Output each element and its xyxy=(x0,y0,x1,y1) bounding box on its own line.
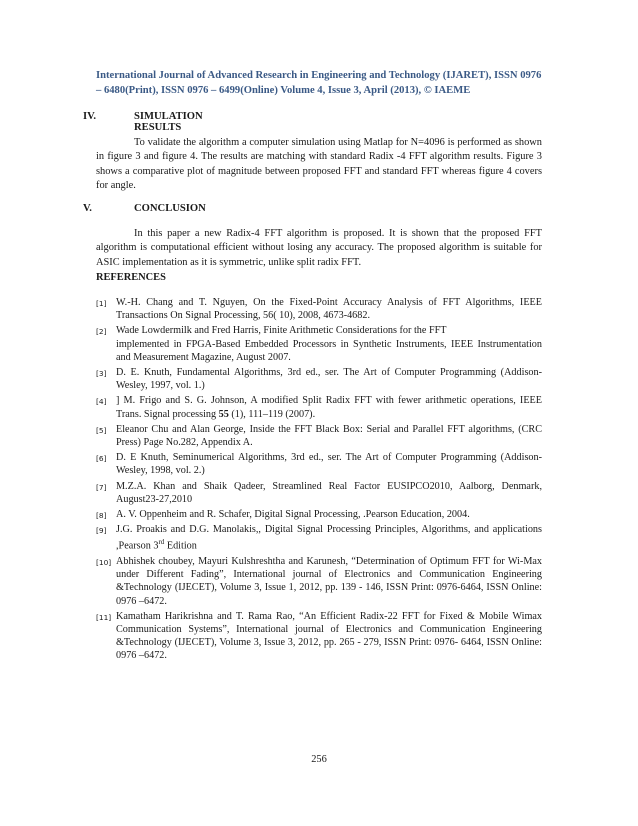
reference-number: [3] xyxy=(96,369,107,379)
reference-text: J.G. Proakis and D.G. Manolakis,, Digital Signal Processing Principles, Algorithms, and applications ,Pearson 3 xyxy=(116,524,542,552)
reference-item xyxy=(96,480,542,506)
reference-text: Kamatham Harikrishna and T. Rama Rao, “An Efficient Radix-22 FFT for Fixed & Mobile Wimax Communication Systems”, International journal of Electronics and Communication Engineering &Technology (IJECET), Volume 3, Issue 3, 2012, pp. 265 - 279, ISSN Print: 0976- 6464, ISSN Online: 0976 –6472. xyxy=(116,610,542,662)
reference-list xyxy=(96,296,542,663)
simulation-paragraph xyxy=(96,136,542,193)
references-heading: REFERENCES xyxy=(96,272,166,283)
reference-text: W.-H. Chang and T. Nguyen, On the Fixed-Point Accuracy Analysis of FFT Algorithms, IEEE Transactions On Signal Processing, 56( 10), 2008, 4673-4682. xyxy=(116,297,542,322)
reference-item xyxy=(96,451,542,477)
simulation-text: To validate the algorithm a computer simulation using Matlap for N=4096 is performed as shown in figure 3 and figure 4. The results are matching with standard Radix -4 FFT algorithm results. Figure 3 shows a comparative plot of magnitude between proposed FFT and standard FFT whereas figure 4 covers for angle. xyxy=(96,137,542,191)
reference-text: implemented in FPGA-Based Embedded Processors in Synthetic Instruments, IEEE Instrumentation and Measurement Magazine, August 2007. xyxy=(116,338,542,363)
page-number: 256 xyxy=(311,754,327,765)
reference-text: ] M. Frigo and S. G. Johnson, A modified Split Radix FFT with fewer arithmetic operations, IEEE Trans. Signal processing xyxy=(116,395,542,420)
reference-number: [7] xyxy=(96,482,107,492)
reference-number: [9] xyxy=(96,526,107,536)
reference-number: [8] xyxy=(96,511,107,521)
reference-number: [1] xyxy=(96,299,107,308)
reference-text: Eleanor Chu and Alan George, Inside the FFT Black Box: Serial and Parallel FFT algorithms, (CRC Press) Page No.282, Appendix A. xyxy=(116,423,542,449)
reference-item xyxy=(96,366,542,392)
section-number: IV. xyxy=(83,111,97,122)
reference-number: [6] xyxy=(96,454,107,464)
reference-text: Abhishek choubey, Mayuri Kulshreshtha and Karunesh, “Determination of Optimum FFT for Wi-Max under Different Fading”, International journal of Electronics and Communication Engineering &Technology (IJECET), Volume 3, Issue 1, 2012, pp. 139 - 146, ISSN Print: 0976-6464, ISSN Online: 0976 –6472. xyxy=(116,556,542,607)
reference-item xyxy=(96,394,542,420)
reference-text: Edition xyxy=(164,540,197,552)
reference-number: [5] xyxy=(96,425,107,435)
reference-item xyxy=(96,324,542,364)
reference-text: M.Z.A. Khan and Shaik Qadeer, Streamlined Real Factor EUSIPCO2010, Aalborg, Denmark, August23-27,2010 xyxy=(116,480,542,505)
reference-item xyxy=(96,423,542,449)
reference-item xyxy=(96,555,542,608)
journal-header: International Journal of Advanced Research in Engineering and Technology (IJARET), ISSN 0976 – 6480(Print), ISSN 0976 – 6499(Online) Volume 4, Issue 3, April (2013), © IAEME xyxy=(96,70,542,96)
reference-item xyxy=(96,296,542,322)
reference-number: [11] xyxy=(96,612,112,622)
conclusion-paragraph xyxy=(96,227,542,270)
section-title: CONCLUSION xyxy=(134,203,206,214)
superscript: rd xyxy=(158,538,165,547)
reference-number: [2] xyxy=(96,327,107,337)
section-number: V. xyxy=(83,203,92,214)
reference-volume: 55 xyxy=(218,408,229,420)
reference-item xyxy=(96,523,542,553)
reference-number: [4] xyxy=(96,397,107,407)
section-title: SIMULATION RESULTS xyxy=(134,111,203,133)
reference-item xyxy=(96,508,542,521)
reference-text: Wade Lowdermilk and Fred Harris, Finite Arithmetic Considerations for the FFT xyxy=(116,325,447,337)
reference-number: [10] xyxy=(96,558,112,568)
reference-item xyxy=(96,610,542,663)
reference-text: (1), 111–119 (2007). xyxy=(228,408,316,420)
reference-text: A. V. Oppenheim and R. Schafer, Digital Signal Processing, .Pearson Education, 2004. xyxy=(116,509,470,521)
reference-text: D. E. Knuth, Fundamental Algorithms, 3rd ed., ser. The Art of Computer Programming (Addison-Wesley, 1997, vol. 1.) xyxy=(116,367,542,392)
conclusion-text: In this paper a new Radix-4 FFT algorithm is proposed. It is shown that the proposed FFT algorithm is computational efficient without losing any accuracy. The proposed algorithm is suitable for ASIC implementation as it is symmetric, unlike split radix FFT. xyxy=(96,228,542,268)
reference-text: D. E Knuth, Seminumerical Algorithms, 3rd ed., ser. The Art of Computer Programming (Addison-Wesley, 1998, vol. 2.) xyxy=(116,452,542,477)
